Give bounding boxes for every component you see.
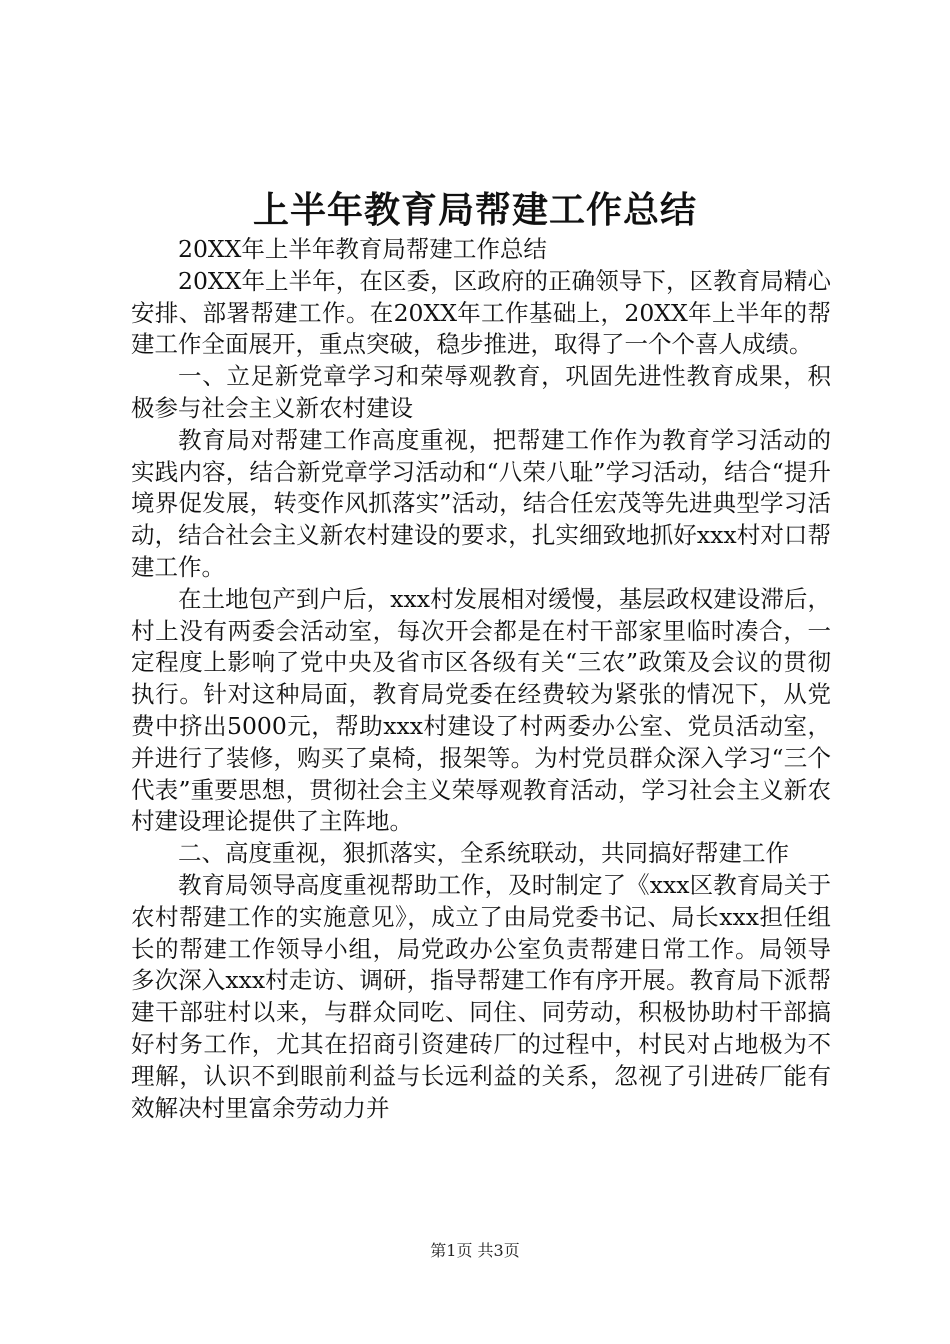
section-heading-1: 一、立足新党章学习和荣辱观教育，巩固先进性教育成果，积极参与社会主义新农村建设 xyxy=(131,362,831,422)
page-footer: 第1页 共3页 xyxy=(430,1241,520,1260)
paragraph: 教育局对帮建工作高度重视，把帮建工作作为教育学习活动的实践内容，结合新党章学习活动和“八荣八耻”学习活动，结合“提升境界促发展，转变作风抓落实”活动，结合任宏茂等先进典型学习活动，结合社会主义新农村建设的要求，扎实细致地抓好xxx村对口帮建工作。 xyxy=(131,425,831,581)
paragraph-subtitle: 20XX年上半年教育局帮建工作总结 xyxy=(178,235,547,263)
paragraph-intro: 20XX年上半年，在区委，区政府的正确领导下，区教育局精心安排、部署帮建工作。在20XX年工作基础上，20XX年上半年的帮建工作全面展开，重点突破，稳步推进，取得了一个个喜人成绩。 xyxy=(131,266,831,359)
section-heading-2: 二、高度重视，狠抓落实，全系统联动，共同搞好帮建工作 xyxy=(178,839,789,868)
paragraph: 教育局领导高度重视帮助工作，及时制定了《xxx区教育局关于农村帮建工作的实施意见》，成立了由局党委书记、局长xxx担任组长的帮建工作领导小组，局党政办公室负责帮建日常工作。局领导多次深入xxx村走访、调研，指导帮建工作有序开展。教育局下派帮建干部驻村以来，与群众同吃、同住、同劳动，积极协助村干部搞好村务工作，尤其在招商引资建砖厂的过程中，村民对占地极为不理解，认识不到眼前利益与长远利益的关系，忽视了引进砖厂能有效解决村里富余劳动力并 xyxy=(131,870,831,1122)
document-body xyxy=(131,234,831,1124)
paragraph: 在土地包产到户后，xxx村发展相对缓慢，基层政权建设滞后，村上没有两委会活动室，每次开会都是在村干部家里临时凑合，一定程度上影响了党中央及省市区各级有关“三农”政策及会议的贯彻执行。针对这种局面，教育局党委在经费较为紧张的情况下，从党费中挤出5000元，帮助xxx村建设了村两委办公室、党员活动室，并进行了装修，购买了桌椅，报架等。为村党员群众深入学习“三个代表”重要思想，贯彻社会主义荣辱观教育活动，学习社会主义新农村建设理论提供了主阵地。 xyxy=(131,584,831,836)
document-title: 上半年教育局帮建工作总结 xyxy=(252,189,697,231)
